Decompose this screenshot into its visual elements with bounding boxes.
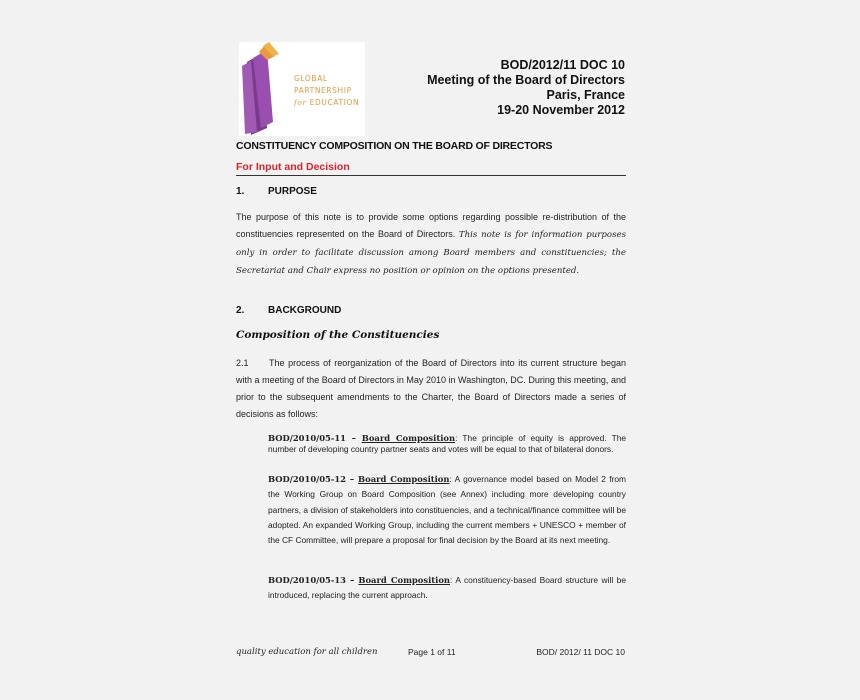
decision-code: BOD/2010/05-11: [268, 433, 347, 443]
background-paragraph: [236, 355, 626, 423]
section-title: BACKGROUND: [268, 305, 342, 316]
document-subtitle: For Input and Decision: [236, 161, 350, 173]
meeting-location: Paris, France: [546, 88, 625, 102]
decision-item: [268, 472, 626, 548]
decision-item: [268, 433, 626, 455]
subsection-heading: Composition of the Constituencies: [236, 329, 440, 341]
footer-doc-code: BOD/ 2012/ 11 DOC 10: [536, 647, 625, 657]
purpose-italic-text: This note is for information purposes only in order to facilitate discussion among Board members and constituencies; the Secretariat and Chair express no position or opinion on the options presented.: [236, 230, 626, 276]
footer-page-number: Page 1 of 11: [408, 647, 456, 657]
decision-code: BOD/2010/05-12: [268, 474, 347, 484]
decision-text: : The principle of equity is approved. The number of developing country partner seats and votes will be equal to that of bilateral donors.: [268, 433, 627, 454]
purpose-paragraph: [236, 209, 626, 280]
logo-text-education: [294, 97, 359, 109]
paragraph-text: The process of reorganization of the Board of Directors into its current structure began with a meeting of the Board of Directors in May 2010 in Washington, DC. During this meeting, and prior to the subsequent amendments to the Charter, the Board of Directors made a series of decisions as follows:: [236, 358, 626, 419]
document-title: CONSTITUENCY COMPOSITION ON THE BOARD OF DIRECTORS: [236, 140, 553, 152]
logo-text-global: GLOBAL: [294, 74, 328, 83]
decision-item: [268, 573, 626, 604]
doc-code: BOD/2012/11 DOC 10: [500, 58, 625, 72]
paragraph-number: 2.1: [236, 358, 249, 368]
footer-tagline: quality education for all children: [236, 647, 378, 657]
decision-dash: –: [346, 575, 359, 585]
logo-text-education-word: EDUCATION: [309, 98, 360, 107]
decision-code: BOD/2010/05-13: [268, 575, 347, 585]
decision-label: Board Composition: [358, 575, 450, 585]
decision-label: Board Composition: [358, 474, 450, 484]
decision-label: Board Composition: [361, 433, 456, 443]
section-title: PURPOSE: [268, 186, 317, 197]
section-number: 2.: [236, 305, 245, 316]
logo-text-partnership: PARTNERSHIP: [294, 86, 352, 95]
decision-dash: –: [346, 433, 362, 443]
section-number: 1.: [236, 186, 245, 197]
meeting-date: 19-20 November 2012: [497, 103, 625, 117]
purpose-text: The purpose of this note is to provide some options regarding possible re-distribution of the constituencies represented on the Board of Directors.: [236, 212, 626, 239]
document-header: [365, 58, 625, 118]
title-divider: [236, 175, 626, 176]
logo-text-for: for: [294, 98, 307, 107]
decision-dash: –: [346, 474, 359, 484]
gpe-logo: [239, 42, 365, 136]
meeting-name: Meeting of the Board of Directors: [427, 73, 625, 87]
decision-text: : A constituency-based Board structure will be introduced, replacing the current approach.: [268, 575, 626, 601]
decision-text: : A governance model based on Model 2 from the Working Group on Board Composition (see Annex) including more developing country partners, a division of stakeholders into constituencies, and a technical/finance committee will be adopted. An expanded Working Group, including the current members + UNESCO + member of the CF Committee, will prepare a proposal for final decision by the Board at its next meeting.: [268, 474, 626, 546]
